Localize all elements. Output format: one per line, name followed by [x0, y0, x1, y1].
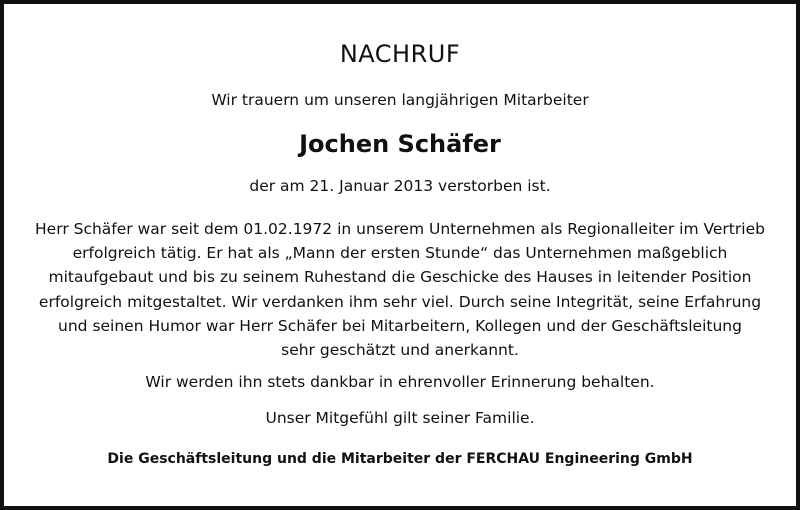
tribute-line: mitaufgebaut und bis zu seinem Ruhestand die Geschicke des Hauses in leitender Position — [48, 268, 752, 287]
notice-heading: NACHRUF — [339, 40, 461, 68]
tribute-line: erfolgreich mitgestaltet. Wir verdanken ihm sehr viel. Durch seine Integrität, seine Erfahrung — [38, 292, 762, 311]
tribute-paragraph — [26, 217, 774, 362]
tribute-line: und seinen Humor war Herr Schäfer bei Mitarbeitern, Kollegen und der Geschäftsleitung — [58, 316, 742, 335]
tribute-line: Herr Schäfer war seit dem 01.02.1972 in unserem Unternehmen als Regionalleiter im Vertrieb — [35, 220, 765, 238]
death-date-line: der am 21. Januar 2013 verstorben ist. — [249, 177, 551, 195]
obituary-notice — [4, 4, 796, 506]
deceased-name: Jochen Schäfer — [299, 130, 501, 158]
intro-line: Wir trauern um unseren langjährigen Mitarbeiter — [211, 91, 589, 109]
remembrance-line: Wir werden ihn stets dankbar in ehrenvoller Erinnerung behalten. — [145, 373, 655, 391]
tribute-line: sehr geschätzt und anerkannt. — [281, 341, 519, 360]
tribute-line: erfolgreich tätig. Er hat als „Mann der ersten Stunde“ das Unternehmen maßgeblich — [72, 244, 728, 263]
signature-line: Die Geschäftsleitung und die Mitarbeiter der FERCHAU Engineering GmbH — [107, 451, 693, 467]
sympathy-line: Unser Mitgefühl gilt seiner Familie. — [265, 409, 535, 427]
